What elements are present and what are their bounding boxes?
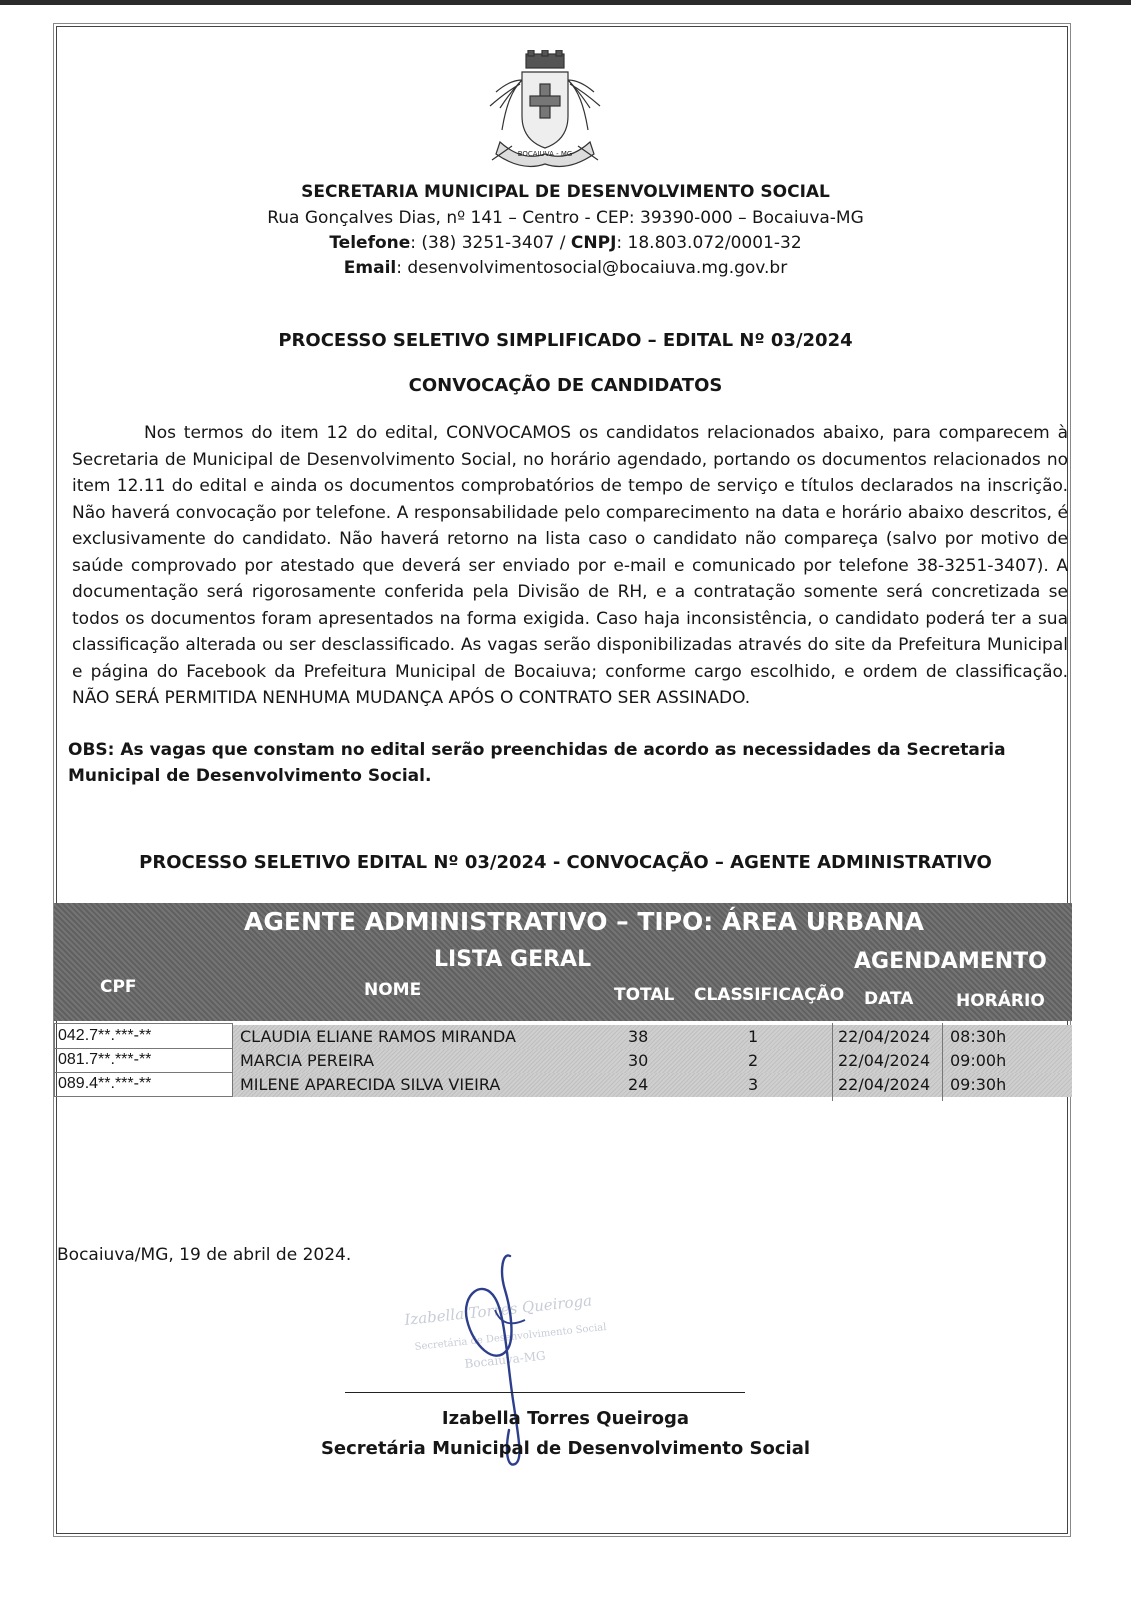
column-header-classificacao: CLASSIFICAÇÃO bbox=[694, 985, 845, 1005]
cell-cpf: 081.7**.***-** bbox=[58, 1051, 152, 1068]
crest-label: BOCAIUVA - MG bbox=[517, 150, 573, 158]
cell-classificacao: 3 bbox=[748, 1075, 759, 1094]
column-header-nome: NOME bbox=[364, 980, 422, 1000]
row-divider bbox=[54, 1048, 232, 1049]
group-agendamento: AGENDAMENTO bbox=[854, 949, 1047, 974]
cell-data: 22/04/2024 bbox=[838, 1027, 931, 1046]
svg-text:Secretária de Desenvolvimento: Secretária de Desenvolvimento Social bbox=[414, 1321, 607, 1353]
convocation-title: CONVOCAÇÃO DE CANDIDATOS bbox=[408, 375, 723, 396]
column-header-cpf: CPF bbox=[100, 977, 137, 997]
process-title: PROCESSO SELETIVO SIMPLIFICADO – EDITAL Nº 03/2024 bbox=[278, 330, 853, 351]
cell-classificacao: 2 bbox=[748, 1051, 759, 1070]
scan-top-edge bbox=[0, 0, 1131, 5]
cell-nome: MARCIA PEREIRA bbox=[240, 1051, 375, 1070]
phone-cnpj-line bbox=[0, 233, 1131, 253]
address-line: Rua Gonçalves Dias, nº 141 – Centro - CEP: 39390-000 – Bocaiuva-MG bbox=[267, 208, 864, 228]
obs-note: OBS: As vagas que constam no edital serão preenchidas de acordo as necessidades da Secretaria Municipal de Desenvolvimento Social. bbox=[68, 740, 1006, 786]
municipal-coat-of-arms-icon bbox=[482, 50, 608, 170]
row-divider bbox=[54, 1023, 232, 1024]
column-divider bbox=[942, 1023, 943, 1101]
phone-label: Telefone bbox=[329, 233, 411, 253]
table-row bbox=[54, 1025, 1072, 1049]
signer-role: Secretária Municipal de Desenvolvimento Social bbox=[320, 1438, 811, 1459]
column-header-data: DATA bbox=[864, 989, 914, 1009]
column-header-horario: HORÁRIO bbox=[956, 991, 1045, 1011]
cnpj-label: CNPJ bbox=[570, 233, 617, 253]
cell-nome: MILENE APARECIDA SILVA VIEIRA bbox=[240, 1075, 501, 1094]
group-lista-geral: LISTA GERAL bbox=[434, 947, 592, 972]
column-divider bbox=[54, 1023, 55, 1097]
cell-cpf: 042.7**.***-** bbox=[58, 1027, 152, 1044]
svg-text:Bocaiuva-MG: Bocaiuva-MG bbox=[463, 1348, 547, 1371]
signer-name: Izabella Torres Queiroga bbox=[441, 1408, 690, 1429]
organization-name: SECRETARIA MUNICIPAL DE DESENVOLVIMENTO SOCIAL bbox=[301, 182, 830, 202]
email-label: Email bbox=[343, 258, 397, 278]
table-row bbox=[54, 1049, 1072, 1073]
email-value: : desenvolvimentosocial@bocaiuva.mg.gov.br bbox=[396, 258, 788, 278]
cell-horario: 08:30h bbox=[950, 1027, 1007, 1046]
cell-total: 30 bbox=[628, 1051, 649, 1070]
cell-data: 22/04/2024 bbox=[838, 1051, 931, 1070]
phone-value: : (38) 3251-3407 / bbox=[410, 233, 571, 253]
cell-data: 22/04/2024 bbox=[838, 1075, 931, 1094]
row-divider bbox=[54, 1072, 232, 1073]
table-title: AGENTE ADMINISTRATIVO – TIPO: ÁREA URBANA bbox=[244, 907, 924, 936]
table-row bbox=[54, 1073, 1072, 1097]
cell-nome: CLAUDIA ELIANE RAMOS MIRANDA bbox=[240, 1027, 516, 1046]
cell-total: 24 bbox=[628, 1075, 649, 1094]
row-divider bbox=[54, 1096, 232, 1097]
email-line bbox=[0, 258, 1131, 278]
column-header-total: TOTAL bbox=[614, 985, 675, 1005]
cell-cpf: 089.4**.***-** bbox=[58, 1075, 152, 1092]
column-divider bbox=[232, 1023, 233, 1097]
place-and-date: Bocaiuva/MG, 19 de abril de 2024. bbox=[57, 1245, 352, 1265]
candidates-table-body bbox=[54, 1021, 1072, 1101]
candidates-table-header bbox=[54, 903, 1072, 1021]
cnpj-value: : 18.803.072/0001-32 bbox=[616, 233, 802, 253]
convocation-paragraph: Nos termos do item 12 do edital, CONVOCAMOS os candidatos relacionados abaixo, para comparecem à Secretaria de Municipal de Desenvolvimento Social, no horário agendado, portando os documentos relacionados no item 12.11 do edital e ainda os documentos comprobatórios de tempo de serviço e títulos declarados na inscrição. Não haverá convocação por telefone. A responsabilidade pelo comparecimento na data e horário abaixo descritos, é exclusivamente do candidato. Não haverá retorno na lista caso o candidato não compareça (salvo por motivo de saúde comprovado por atestado que deverá ser enviado por e-mail e comunicado por telefone 38-3251-3407). A documentação será rigorosamente conferida pela Divisão de RH, e a contratação somente será concretizada se todos os documentos foram apresentados na forma exigida. Caso haja inconsistência, o candidato poderá ter a sua classificação alterada ou ser desclassificado. As vagas serão disponibilizadas através do site da Prefeitura Municipal e página do Facebook da Prefeitura Municipal de Bocaiuva; conforme cargo escolhido, e ordem de classificação. NÃO SERÁ PERMITIDA NENHUMA MUDANÇA APÓS O CONTRATO SER ASSINADO. bbox=[72, 423, 1068, 708]
svg-text:Izabella Torres Queiroga: Izabella Torres Queiroga bbox=[403, 1291, 593, 1329]
cell-total: 38 bbox=[628, 1027, 649, 1046]
signature-line bbox=[345, 1392, 745, 1393]
table-section-title: PROCESSO SELETIVO EDITAL Nº 03/2024 - CONVOCAÇÃO – AGENTE ADMINISTRATIVO bbox=[139, 852, 992, 873]
cell-classificacao: 1 bbox=[748, 1027, 759, 1046]
column-divider bbox=[832, 1023, 833, 1101]
cell-horario: 09:30h bbox=[950, 1075, 1007, 1094]
cell-horario: 09:00h bbox=[950, 1051, 1007, 1070]
